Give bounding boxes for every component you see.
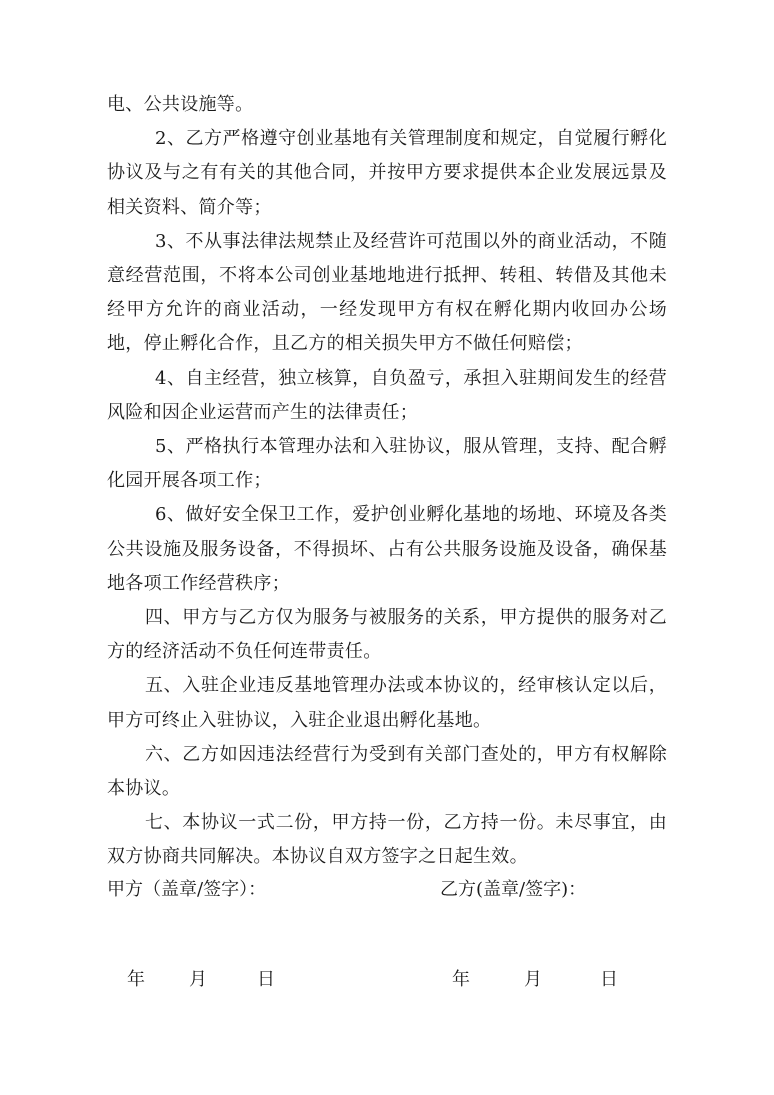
date-year-label: 年 <box>127 969 145 990</box>
paragraph-item-5: 5、严格执行本管理办法和入驻协议，服从管理，支持、配合孵化园开展各项工作； <box>107 436 667 492</box>
paragraph-item-6: 6、做好安全保卫工作，爱护创业孵化基地的场地、环境及各类公共设施及服务设备，不得损坏、占有公共服务设施及设备，确保基地各项工作经营秩序； <box>107 504 667 594</box>
date-day-label: 日 <box>257 969 275 990</box>
document-body <box>107 88 667 875</box>
paragraph-item-4: 4、自主经营，独立核算，自负盈亏，承担入驻期间发生的经营风险和因企业运营而产生的法律责任； <box>107 367 667 423</box>
paragraph-continuation: 电、公共设施等。 <box>107 94 254 115</box>
party-b-signature-label: 乙方(盖章/签字)： <box>440 879 587 900</box>
party-a-signature-label: 甲方（盖章/签字）： <box>107 879 267 900</box>
party-a-date-line <box>127 968 275 992</box>
paragraph-item-2: 2、乙方严格遵守创业基地有关管理制度和规定，自觉履行孵化协议及与之有有关的其他合同，并按甲方要求提供本企业发展远景及相关资料、简介等； <box>107 128 667 218</box>
date-month-label: 月 <box>524 969 542 990</box>
party-b-date-line <box>452 968 618 992</box>
paragraph-item-3: 3、不从事法律法规禁止及经营许可范围以外的商业活动，不随意经营范围，不将本公司创业基地地进行抵押、转租、转借及其他未经甲方允许的商业活动，一经发现甲方有权在孵化期内收回办公场地，停止孵化合作，且乙方的相关损失甲方不做任何赔偿； <box>107 230 667 355</box>
paragraph-section-5: 五、入驻企业违反基地管理办法或本协议的，经审核认定以后，甲方可终止入驻协议，入驻企业退出孵化基地。 <box>107 675 667 731</box>
paragraph-section-7: 七、本协议一式二份，甲方持一份，乙方持一份。未尽事宜，由双方协商共同解决。本协议自双方签字之日起生效。 <box>107 812 667 868</box>
paragraph-section-6: 六、乙方如因违法经营行为受到有关部门查处的，甲方有权解除本协议。 <box>107 743 667 800</box>
date-year-label: 年 <box>452 969 470 990</box>
date-month-label: 月 <box>189 969 207 990</box>
date-day-label: 日 <box>600 969 618 990</box>
paragraph-section-4: 四、甲方与乙方仅为服务与被服务的关系，甲方提供的服务对乙方的经济活动不负任何连带责任。 <box>107 607 667 663</box>
